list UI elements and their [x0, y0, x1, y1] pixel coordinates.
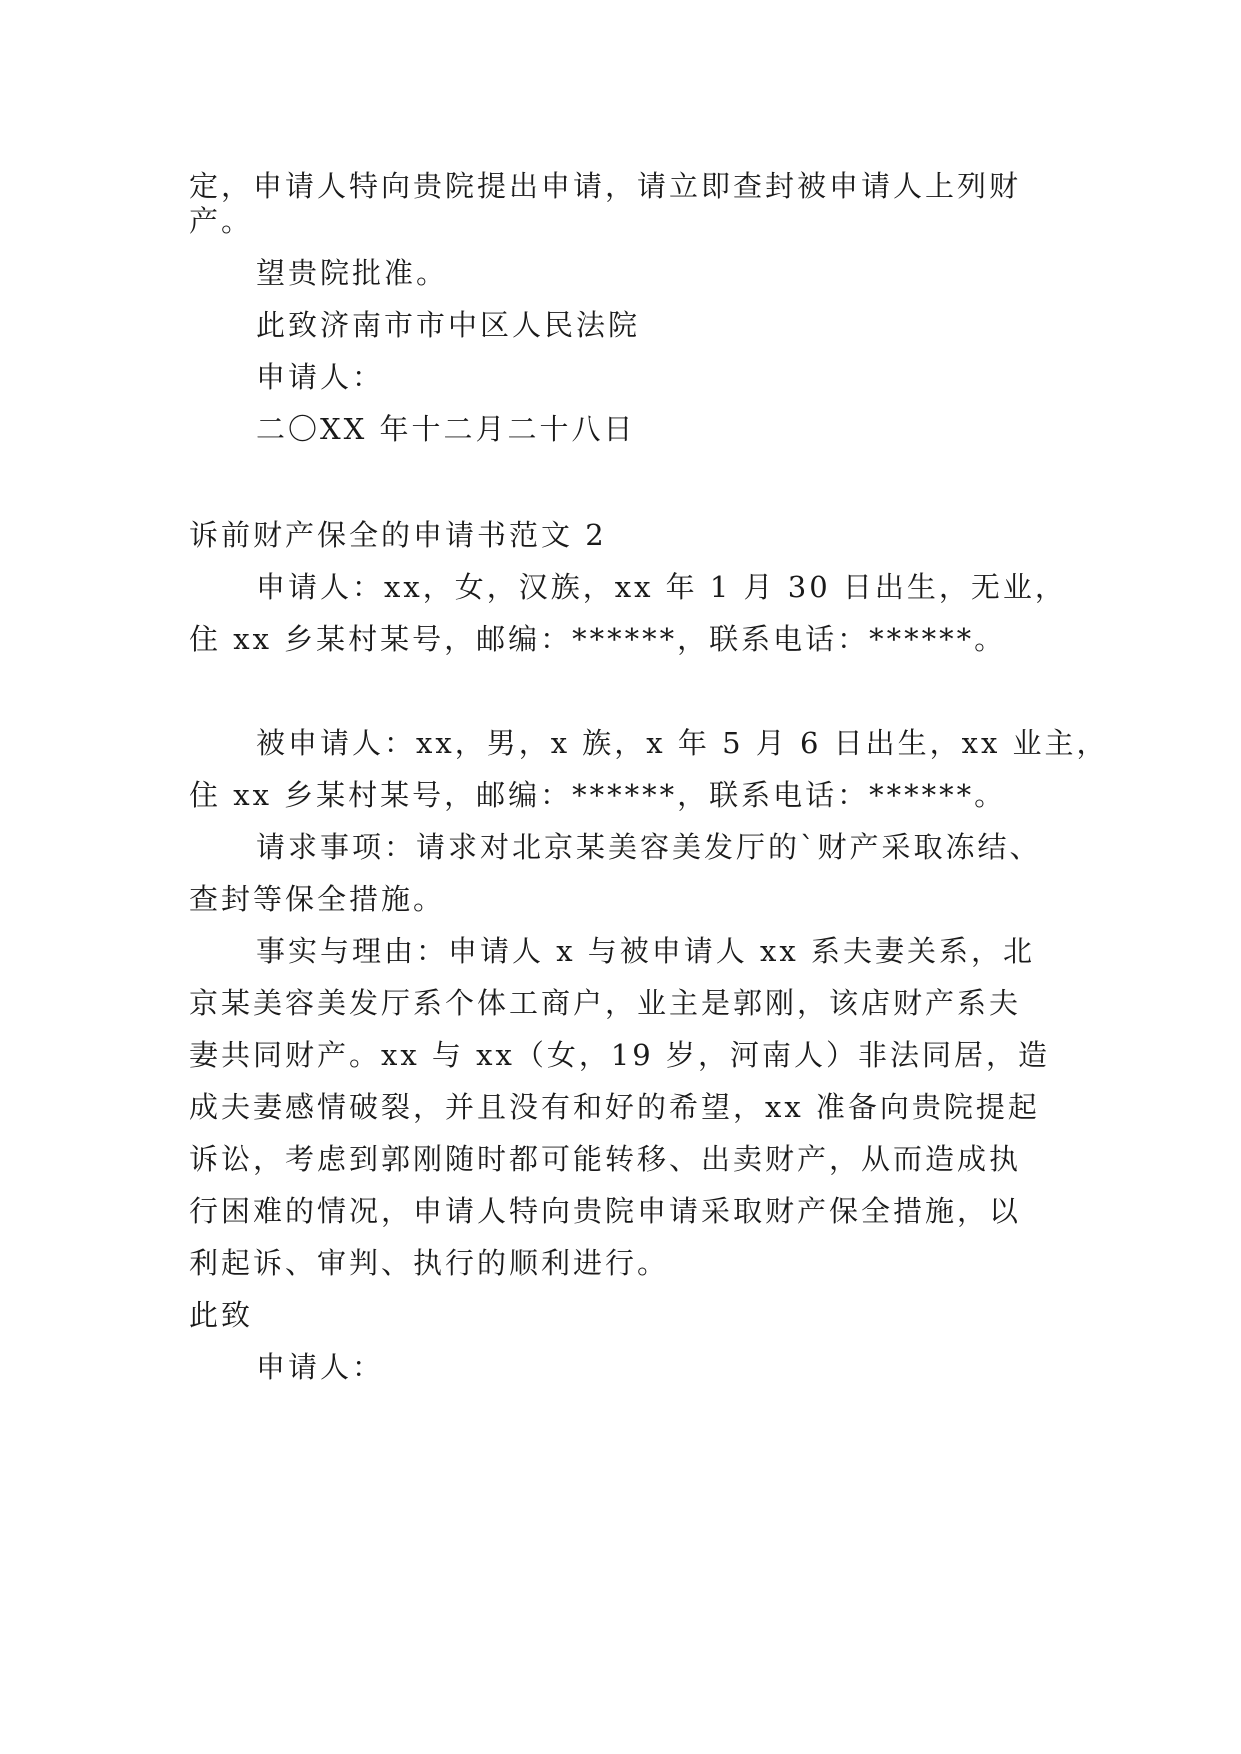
continuation-line-1: 定，申请人特向贵院提出申请，请立即查封被申请人上列财: [189, 169, 1022, 203]
date-line: 二〇XX 年十二月二十八日: [256, 412, 636, 446]
facts-line-4: 成夫妻感情破裂，并且没有和好的希望，xx 准备向贵院提起: [189, 1090, 1040, 1124]
applicant-signature-label-2: 申请人：: [256, 1350, 385, 1384]
applicant-info-line-1: 申请人：xx，女，汉族，xx 年 1 月 30 日出生，无业，: [256, 570, 1067, 604]
facts-line-5: 诉讼，考虑到郭刚随时都可能转移、出卖财产，从而造成执: [189, 1142, 1022, 1176]
facts-line-1: 事实与理由：申请人 x 与被申请人 xx 系夫妻关系，北: [256, 934, 1035, 968]
continuation-line-2: 产。: [189, 204, 254, 238]
facts-line-3: 妻共同财产。xx 与 xx（女，19 岁，河南人）非法同居，造: [189, 1038, 1050, 1072]
closing-line: 此致: [189, 1298, 254, 1332]
approval-line: 望贵院批准。: [256, 256, 449, 290]
applicant-signature-label: 申请人：: [256, 360, 385, 394]
facts-line-7: 利起诉、审判、执行的顺利进行。: [189, 1246, 670, 1280]
respondent-info-line-1: 被申请人：xx，男，x 族，x 年 5 月 6 日出生，xx 业主，: [256, 726, 1109, 760]
section-title: 诉前财产保全的申请书范文 2: [189, 518, 607, 552]
request-line-1: 请求事项：请求对北京某美容美发厅的`财产采取冻结、: [256, 830, 1042, 864]
applicant-info-line-2: 住 xx 乡某村某号，邮编：******，联系电话：******。: [189, 622, 1007, 656]
facts-line-2: 京某美容美发厅系个体工商户，业主是郭刚，该店财产系夫: [189, 986, 1022, 1020]
recipient-line: 此致济南市市中区人民法院: [256, 308, 641, 342]
respondent-info-line-2: 住 xx 乡某村某号，邮编：******，联系电话：******。: [189, 778, 1007, 812]
facts-line-6: 行困难的情况，申请人特向贵院申请采取财产保全措施，以: [189, 1194, 1022, 1228]
request-line-2: 查封等保全措施。: [189, 882, 446, 916]
